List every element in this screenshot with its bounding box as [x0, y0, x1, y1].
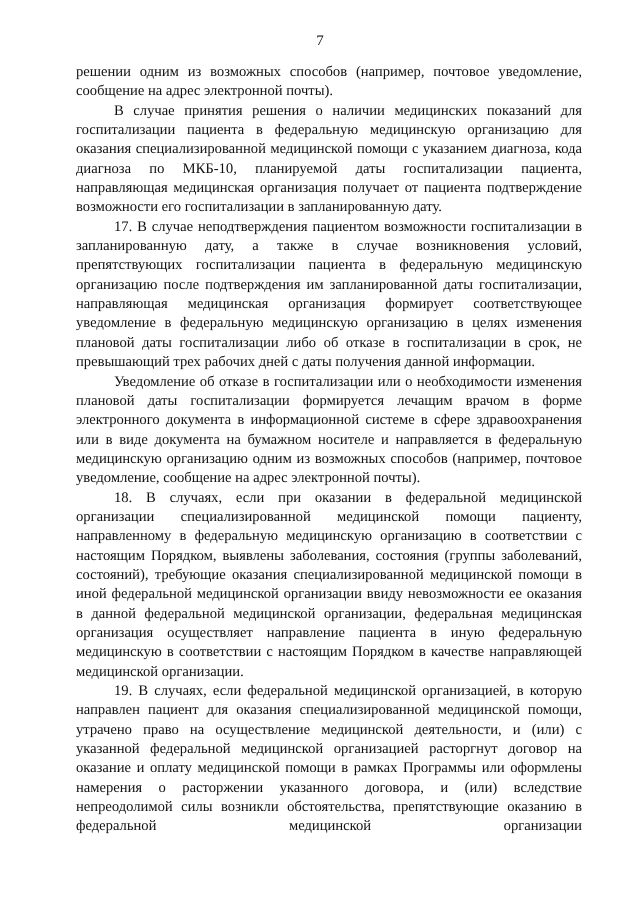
paragraph-refusal-notice: Уведомление об отказе в госпитализации или о необходимости изменения плановой даты госпитализации формируется лечащим врачом в форме электронного документа в информационной системе в сфере здравоохранения или в виде документа на бумажном носителе и направляется в федеральную медицинскую организацию одним из возможных способов (например, почтовое уведомление, сообщение на адрес электронной почты).: [76, 373, 582, 487]
paragraph-item-17: 17. В случае неподтверждения пациентом возможности госпитализации в запланированную дату, а также в случае возникновения условий, препятствующих госпитализации пациента в федеральную медицинскую организацию после подтверждения им запланированной даты госпитализации, направляющая медицинская организация формирует соответствующее уведомление в федеральную медицинскую организацию в целях изменения плановой даты госпитализации либо об отказе в госпитализации в срок, не превышающий трех рабочих дней с даты получения данной информации.: [76, 218, 582, 371]
paragraph-item-19: 19. В случаях, если федеральной медицинской организацией, в которую направлен пациент для оказания специализированной медицинской помощи, утрачено право на осуществление медицинской деятельности, и (или) с указанной федеральной медицинской организацией расторгнут договор на оказание и оплату медицинской помощи в рамках Программы или оформлены намерения о расторжении указанного договора, и (или) вследствие непреодолимой силы возникли обстоятельства, препятствующие оказанию в федеральной медицинской организации: [76, 683, 582, 835]
page-number: 7: [316, 33, 324, 49]
document-body: [76, 63, 582, 837]
paragraph-continuation: решении одним из возможных способов (например, почтовое уведомление, сообщение на адрес электронной почты).: [76, 64, 582, 100]
paragraph-item-18: 18. В случаях, если при оказании в федеральной медицинской организации специализированной медицинской помощи пациенту, направленному в федеральную медицинскую организацию в соответствии с настоящим Порядком, выявлены заболевания, состояния (группы заболеваний, состояний), требующие оказания специализированной медицинской помощи в иной федеральной медицинской организации ввиду невозможности ее оказания в данной федеральной медицинской организации, федеральная медицинская организация осуществляет направление пациента в иную федеральную медицинскую в соответствии с настоящим Порядком в качестве направляющей медицинской организации.: [76, 489, 582, 680]
paragraph-hospitalization-decision: В случае принятия решения о наличии медицинских показаний для госпитализации пациента в федеральную медицинскую организацию для оказания специализированной медицинской помощи с указанием диагноза, кода диагноза по МКБ-10, планируемой даты госпитализации пациента, направляющая медицинская организация получает от пациента подтверждение возможности его госпитализации в запланированную дату.: [76, 102, 582, 216]
